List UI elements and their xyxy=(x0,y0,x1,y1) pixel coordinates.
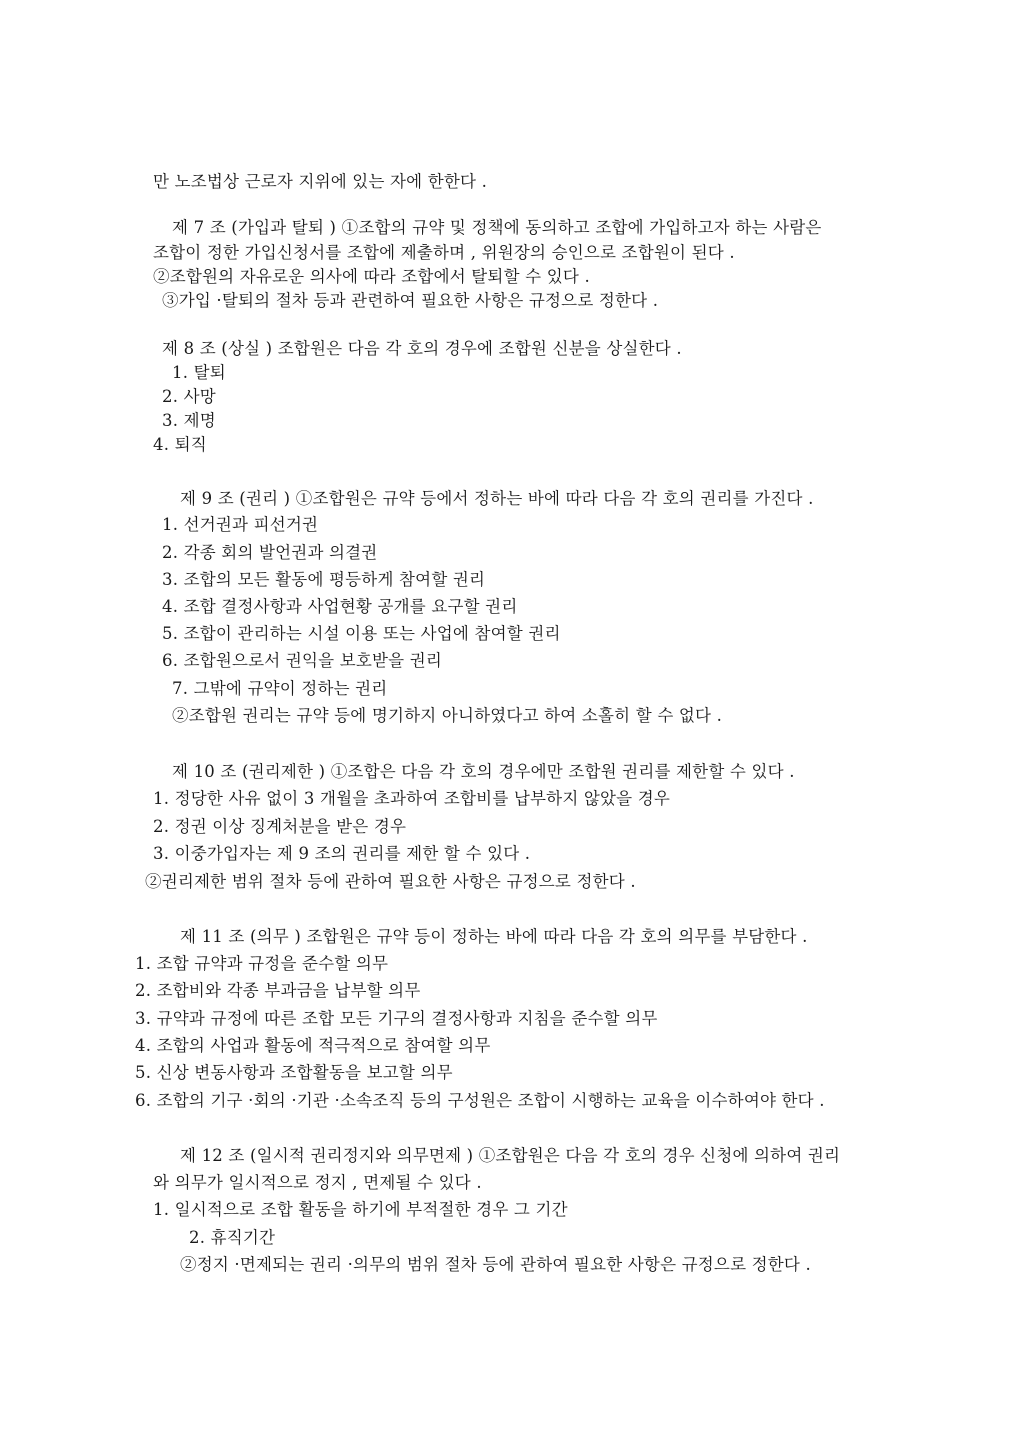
list-item: 7. 그밖에 규약이 정하는 권리 xyxy=(172,679,388,698)
article-12-heading: 제 12 조 (일시적 권리정지와 의무면제 ) ①조합원은 다음 각 호의 경우 신청에 의하여 권리 xyxy=(180,1146,841,1165)
list-item: 2. 정권 이상 징계처분을 받은 경우 xyxy=(153,817,407,836)
list-item: 6. 조합원으로서 권익을 보호받을 권리 xyxy=(162,651,443,670)
article-7-paragraph-2: ②조합원의 자유로운 의사에 따라 조합에서 탈퇴할 수 있다 . xyxy=(153,267,590,286)
list-item: 4. 퇴직 xyxy=(153,435,207,454)
article-10-heading: 제 10 조 (권리제한 ) ①조합은 다음 각 호의 경우에만 조합원 권리를 제한할 수 있다 . xyxy=(172,762,795,781)
list-item: 1. 정당한 사유 없이 3 개월을 초과하여 조합비를 납부하지 않았을 경우 xyxy=(153,789,671,808)
article-7-paragraph-3: ③가입 ·탈퇴의 절차 등과 관련하여 필요한 사항은 규정으로 정한다 . xyxy=(162,291,659,310)
list-item: 2. 사망 xyxy=(162,387,216,406)
list-item: 3. 조합의 모든 활동에 평등하게 참여할 권리 xyxy=(162,570,486,589)
article-7-heading: 제 7 조 (가입과 탈퇴 ) ①조합의 규약 및 정책에 동의하고 조합에 가입하고자 하는 사람은 xyxy=(172,218,822,237)
article-11-heading: 제 11 조 (의무 ) 조합원은 규약 등이 정하는 바에 따라 다음 각 호의 의무를 부담한다 . xyxy=(180,927,808,946)
list-item: 2. 조합비와 각종 부과금을 납부할 의무 xyxy=(135,981,421,1000)
article-12-continuation: 와 의무가 일시적으로 정지 , 면제될 수 있다 . xyxy=(153,1173,482,1192)
article-9-paragraph-2: ②조합원 권리는 규약 등에 명기하지 아니하였다고 하여 소홀히 할 수 없다 . xyxy=(172,706,723,725)
article-9-heading: 제 9 조 (권리 ) ①조합원은 규약 등에서 정하는 바에 따라 다음 각 호의 권리를 가진다 . xyxy=(180,489,814,508)
article-8-heading: 제 8 조 (상실 ) 조합원은 다음 각 호의 경우에 조합원 신분을 상실한다 . xyxy=(162,339,682,358)
list-item: 3. 규약과 규정에 따른 조합 모든 기구의 결정사항과 지침을 준수할 의무 xyxy=(135,1009,658,1028)
list-item: 4. 조합의 사업과 활동에 적극적으로 참여할 의무 xyxy=(135,1036,491,1055)
article-12-paragraph-2: ②정지 ·면제되는 권리 ·의무의 범위 절차 등에 관하여 필요한 사항은 규정으로 정한다 . xyxy=(180,1255,811,1274)
list-item: 2. 휴직기간 xyxy=(189,1228,276,1247)
list-item: 5. 조합이 관리하는 시설 이용 또는 사업에 참여할 권리 xyxy=(162,624,561,643)
article-10-paragraph-2: ②권리제한 범위 절차 등에 관하여 필요한 사항은 규정으로 정한다 . xyxy=(145,872,636,891)
list-item: 1. 조합 규약과 규정을 준수할 의무 xyxy=(135,954,389,973)
list-item: 3. 제명 xyxy=(162,411,216,430)
list-item: 6. 조합의 기구 ·회의 ·기관 ·소속조직 등의 구성원은 조합이 시행하는 교육을 이수하여야 한다 . xyxy=(135,1091,825,1110)
list-item: 5. 신상 변동사항과 조합활동을 보고할 의무 xyxy=(135,1063,453,1082)
list-item: 2. 각종 회의 발언권과 의결권 xyxy=(162,543,378,562)
list-item: 1. 선거권과 피선거권 xyxy=(162,515,319,534)
list-item: 1. 일시적으로 조합 활동을 하기에 부적절한 경우 그 기간 xyxy=(153,1200,568,1219)
list-item: 4. 조합 결정사항과 사업현황 공개를 요구할 권리 xyxy=(162,597,518,616)
article-7-continuation: 조합이 정한 가입신청서를 조합에 제출하며 , 위원장의 승인으로 조합원이 된다 . xyxy=(153,243,735,262)
list-item: 3. 이중가입자는 제 9 조의 권리를 제한 할 수 있다 . xyxy=(153,844,531,863)
list-item: 1. 탈퇴 xyxy=(172,363,226,382)
intro-line: 만 노조법상 근로자 지위에 있는 자에 한한다 . xyxy=(153,172,488,191)
